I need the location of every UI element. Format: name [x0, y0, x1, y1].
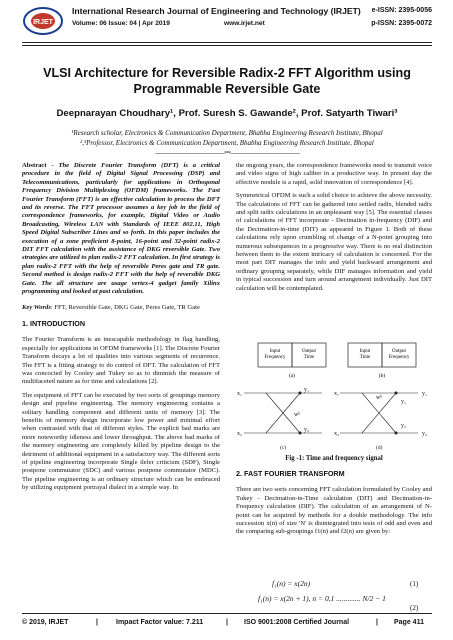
keywords-label: Key Words — [22, 303, 51, 311]
figure-c-x1: x₁ — [237, 391, 243, 397]
journal-title: International Research Journal of Engineering and Technology (IRJET) — [72, 6, 361, 16]
paper-title-line2: Programmable Reversible Gate — [133, 82, 321, 96]
footer-copyright: © 2019, IRJET — [22, 619, 69, 626]
footer-iso: ISO 9001:2008 Certified Journal — [244, 619, 350, 626]
journal-url[interactable]: www.irjet.net — [224, 20, 265, 27]
journal-pissn: p-ISSN: 2395-0072 — [371, 20, 432, 27]
figure-d-twiddle: wᵏ — [376, 395, 383, 401]
left-column — [22, 162, 220, 498]
abstract-label: Abstract - — [22, 162, 54, 169]
paper-title — [22, 65, 432, 97]
footer-impact-factor: Impact Factor value: 7.211 — [116, 619, 204, 626]
figure-c-twiddle: wᵏ — [294, 412, 301, 418]
abstract-text: The Discrete Fourier Transform (DFT) is a critical procedure in the field of Digital Signal Processing (DSP) and Telecommunications, particularly for applications in Orthogonal Frequency Division Multiplexing (OFDM) frameworks. The Fast Fourier Transform (FFT) is an effective calculation to process the DFT and its reverse. The FFT processor assumes a key job in the field of correspondence frameworks, for example, Digital Video or Audio Broadcasting, Wireless LAN with Standards of IEEE 802.11, High Speed Digital Subscriber Lines and so forth. In this paper includes the execution of a zone proficient 8-point, 16-point and 32-point radix-2 DIT FFT calculation with the assistance of DKG reversible Gate. Two strategies are utilized to plan radix-2 FFT calculation. In first strategy is plan radix-2 FFT with the help of reversible Peres gate and TR gate. Second method is design radix-2 FFT with the help of reversible DKG Gate. The all structure are usage vertex-4 gadget family Xilinx programming and looked at past calculation. — [22, 162, 220, 296]
affiliation-1: ¹Research scholar, Electronics & Communication Department, Bhabha Engineering Research Institute, Bhopal — [71, 129, 383, 137]
figure-panel-b — [348, 343, 416, 379]
keywords — [22, 304, 220, 312]
right-paragraph-2: Symmetrical OFDM is such a solid choice to achieve the above necessity. The calculations of FFT can be gathered into settled radix, blended radix and split radix calculations in an unpleasant way [5]. The essential classes of calculations of FFT incorporate - Decimation in-frequency (DIF) and the Decimation-in-time (DIT) as appeared in Figure 1. Both of these calculations rely upon crumbling of change of a N-point grouping into numerous subsequences in a progressive way. There is no real distinction between them to the extent intricacy of calculation is concerned. For the most part DIT manages the info and yield backward arrangement and ordinary grouping separately, while DIF manages information and yield in typical succession and turn around arrangement individually. Just DIT calculation will be contemplated. — [236, 192, 432, 292]
journal-volume: Volume: 06 Issue: 04 | Apr 2019 — [72, 20, 170, 27]
header-rule — [22, 42, 432, 43]
fft-paragraph: There are two sorts concerning FFT calculation formulated by Cooley and Tukey - Decimation-in-Time calculation (DIT) and Decimation-in-Frequency calculation (DIF). The calculation of an arrangement of N-point can be acquired by methods for a double methodology. The info succession x(n) of size 'N' is disintegrated into tests of odd and even and the comparing sub-groupings f1(n) and f2(n) are given by: — [236, 486, 432, 536]
figure-label-c: (c) — [280, 445, 287, 451]
figure-1-time-frequency — [236, 341, 432, 454]
equation-2: f₁(n) = x(2n + 1), n = 0,1 ............. N/2 − 1 — [258, 594, 386, 603]
figure-a-output-label: Output Time — [302, 349, 316, 360]
figure-d-y1: y₁ — [422, 391, 428, 397]
journal-eissn: e-ISSN: 2395-0056 — [371, 7, 432, 14]
equation-1: f₁(n) = x(2n) — [272, 579, 311, 588]
intro-paragraph-2: The equipment of FFT can be executed by two sorts of groupings memory design and pipeline engineering. The memory engineering contains a solitary handling component and different units of memory [3]. The benefits of memory design incorporate low power and minimal effort when contrasted with that of different styles. The explicit bad marks are more noteworthy idleness and lower throughput. The above bad marks of the memory engineering are completely killed by pipeline design to the detriment of additional equipment in a satisfactory way. The different sorts of pipeline engineering incorporate Single defer criticism (SDF), Single postpone commutator (SDC) and various postpone commutator (MDC). The pipeline engineering is an ordinary structure which can be embraced by utilizing equipment portrayal dialect in a simple way. In — [22, 391, 220, 492]
paper-title-line1: VLSI Architecture for Reversible Radix-2 FFT Algorithm using — [43, 66, 411, 80]
header-rule-2 — [22, 45, 432, 46]
footer-divider-1: | — [96, 619, 98, 626]
footer-divider-3: | — [376, 619, 378, 626]
right-paragraph-1: the ongoing years, the correspondence frameworks need to transmit voice and video signs of high caliber in a productive way. In present day the effective module is a rapid, solid innovation of correspondence [4]. — [236, 162, 432, 186]
right-column-bottom — [236, 470, 432, 542]
figure-c-y1: y₁ — [304, 387, 310, 393]
section-heading-fft: 2. FAST FOURIER TRANSFORM — [236, 469, 345, 478]
irjet-logo-icon — [22, 6, 64, 36]
right-column-top — [236, 162, 432, 298]
journal-header — [22, 6, 432, 40]
figure-c-y2: y₂ — [304, 427, 310, 433]
equation-2-number: (2) — [410, 604, 419, 612]
footer-divider-2: | — [226, 619, 228, 626]
equation-1-number: (1) — [410, 580, 419, 588]
keywords-text: : FFT, Reversible Gate, DKG Gate, Peres Gate, TR Gate — [50, 303, 200, 311]
figure-a-input-label: Input Frequency — [264, 349, 286, 360]
svg-text:IRJET: IRJET — [33, 19, 53, 26]
figure-c-x2: x₂ — [237, 431, 243, 437]
section-heading-introduction: 1. INTRODUCTION — [22, 318, 86, 328]
figure-d-x1: x₁ — [334, 391, 340, 397]
figure-panel-a — [258, 343, 326, 379]
figure-d-x2: x₂ — [334, 431, 340, 437]
figure-label-b: (b) — [378, 373, 386, 379]
section-separator: ---------------------------------------------------------------------***--------------------------------------------------------------------- — [155, 151, 299, 157]
intro-paragraph-1: The Fourier Transform is an inescapable methodology in flag handling, especially for applications in OFDM frameworks [1]. The Discrete Fourier Transform decays a lot of qualities into various segments of recurrence. The FFT is a fitting strategy to do control of DFT. The calculation of FFT was concocted by Cooley and Tukey so as to diminish the measure of multifaceted nature as for time and calculations [2]. — [22, 336, 220, 386]
affiliation-2: ²,³Professor, Electronics & Communication Department, Bhabha Engineering Research Institute, Bhopal — [80, 139, 374, 147]
figure-d-y1-inner: y₁ — [401, 399, 407, 405]
abstract — [22, 162, 220, 297]
figure-d-y2: y₂ — [422, 431, 428, 437]
figure-d-y2-inner: y₂ — [401, 423, 407, 429]
figure-label-a: (a) — [288, 373, 296, 379]
footer-page-number: Page 411 — [394, 619, 424, 626]
paper-authors: Deepnarayan Choudhary¹, Prof. Suresh S. Gawande², Prof. Satyarth Tiwari³ — [56, 108, 398, 119]
figure-1-caption: Fig -1: Time and frequency signal — [285, 455, 383, 462]
figure-label-d: (d) — [376, 445, 383, 451]
figure-b-input-label: Input Time — [359, 349, 371, 360]
footer-rule — [22, 613, 432, 614]
figure-b-output-label: Output Frequency — [388, 349, 410, 360]
figure-panel-c-butterfly — [244, 392, 322, 434]
